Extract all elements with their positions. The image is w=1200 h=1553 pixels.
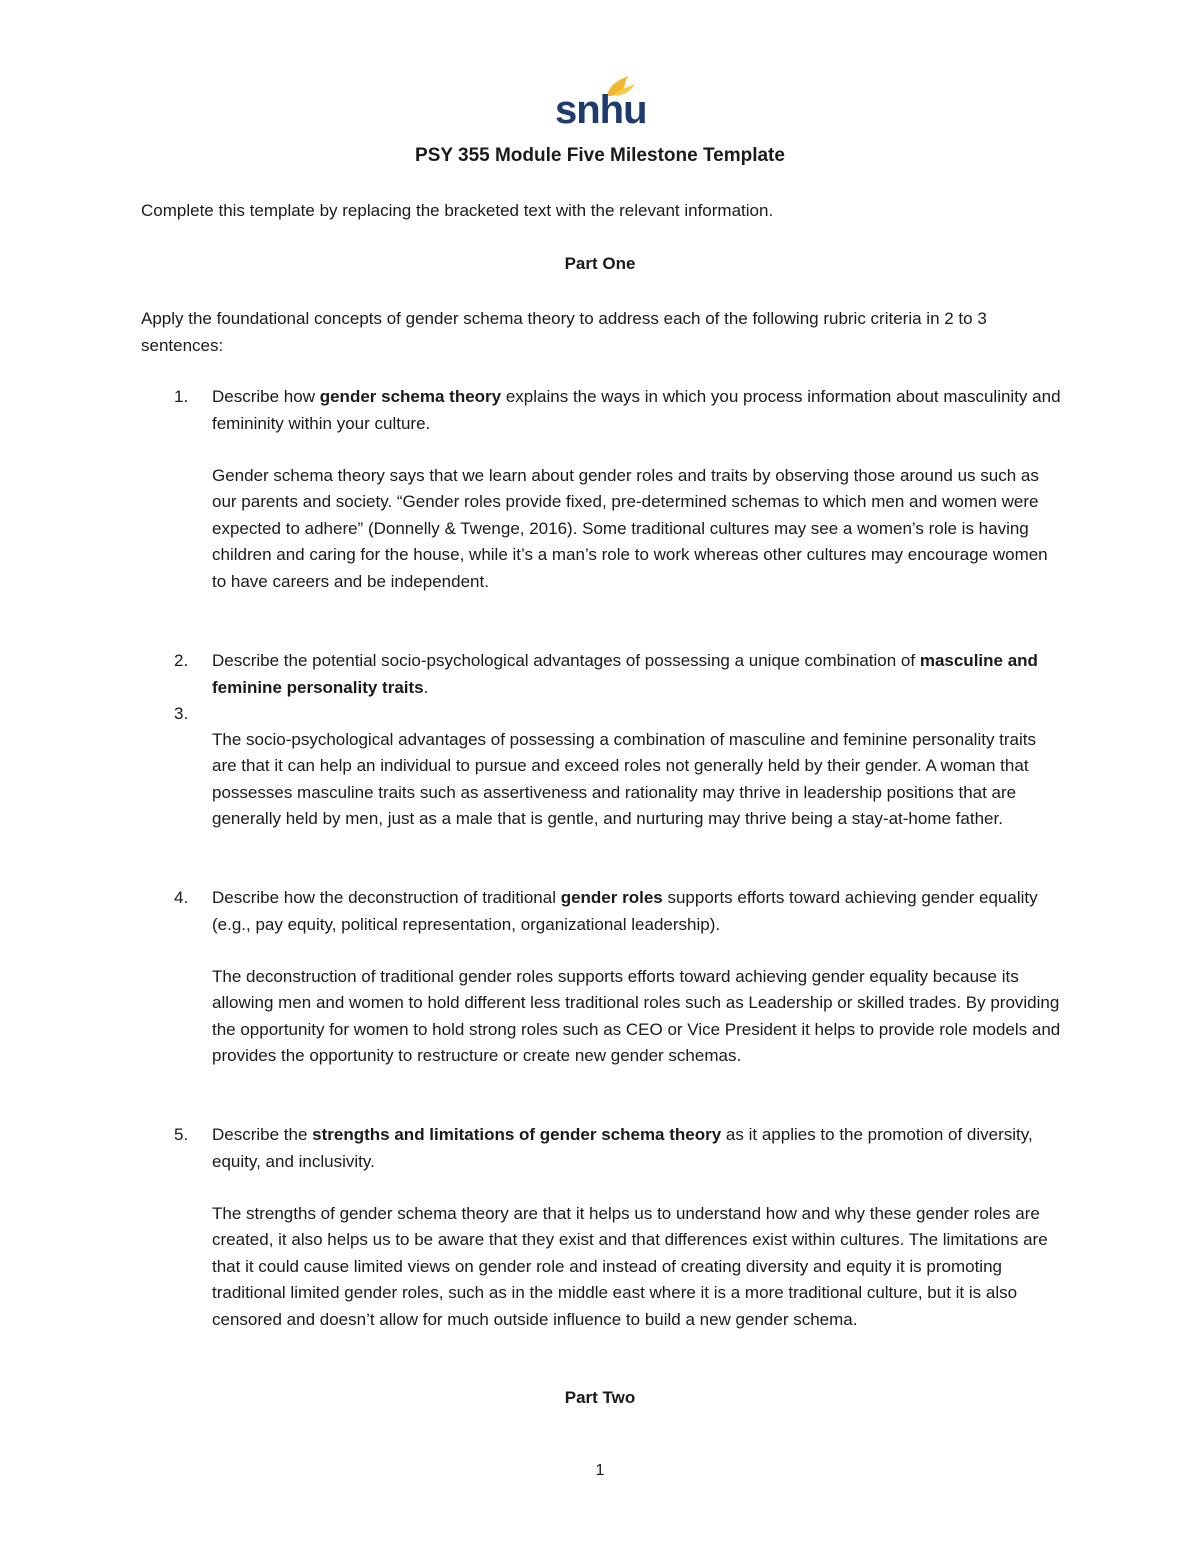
snhu-logo [555, 74, 647, 132]
item-prompt: Describe how gender schema theory explains the ways in which you process information about masculinity and femininity within your culture. [212, 387, 1061, 433]
item-number: 3. [174, 704, 189, 723]
apply-instructions: Apply the foundational concepts of gender schema theory to address each of the following rubric criteria in 2 to 3 sentences: [141, 309, 987, 355]
answer-1: Gender schema theory says that we learn about gender roles and traits by observing those around us such as our parents and society. “Gender roles provide fixed, pre-determined schemas to which men and women were expected to adhere” (Donnelly & Twenge, 2016). Some traditional cultures may see a women’s role is having children and caring for the house, while it’s a man’s role to work whereas other cultures may encourage women to have careers and be independent. [212, 466, 1048, 591]
answer-2: The socio-psychological advantages of possessing a combination of masculine and feminine personality traits are that it can help an individual to pursue and exceed roles not generally held by their gender. A woman that possesses masculine traits such as assertiveness and rationality may thrive in leadership positions that are generally held by men, just as a male that is gentle, and nurturing may thrive being a stay-at-home father. [212, 730, 1037, 829]
item-number: 2. [174, 651, 189, 670]
item-number: 1. [174, 387, 189, 406]
document-title: PSY 355 Module Five Milestone Template [415, 145, 785, 166]
item-prompt: Describe the strengths and limitations of gender schema theory as it applies to the promotion of diversity, equity, and inclusivity. [212, 1125, 1033, 1171]
item-number: 5. [174, 1125, 189, 1144]
logo-wordmark: snhu [555, 88, 647, 132]
part-two-heading: Part Two [564, 1388, 636, 1407]
item-prompt: Describe how the deconstruction of traditional gender roles supports efforts toward achieving gender equality (e.g., pay equity, political representation, organizational leadership). [212, 888, 1038, 934]
intro-text: Complete this template by replacing the bracketed text with the relevant information. [141, 201, 774, 220]
answer-4: The deconstruction of traditional gender roles supports efforts toward achieving gender equality because its allowing men and women to hold different less traditional roles such as Leadership or skilled trades. By providing the opportunity for women to hold strong roles such as CEO or Vice President it helps to provide role models and provides the opportunity to restructure or create new gender schemas. [212, 967, 1061, 1066]
part-one-heading: Part One [564, 254, 636, 273]
answer-5: The strengths of gender schema theory are that it helps us to understand how and why these gender roles are created, it also helps us to be aware that they exist and that differences exist within cultures. The limitations are that it could cause limited views on gender role and instead of creating diversity and equity it is promoting traditional limited gender roles, such as in the middle east where it is a more traditional culture, but it is also censored and doesn’t allow for much outside influence to build a new gender schema. [212, 1204, 1048, 1329]
item-prompt: Describe the potential socio-psychological advantages of possessing a unique combination of masculine and feminine personality traits. [212, 651, 1038, 697]
item-number: 4. [174, 888, 189, 907]
page-number: 1 [595, 1462, 605, 1479]
